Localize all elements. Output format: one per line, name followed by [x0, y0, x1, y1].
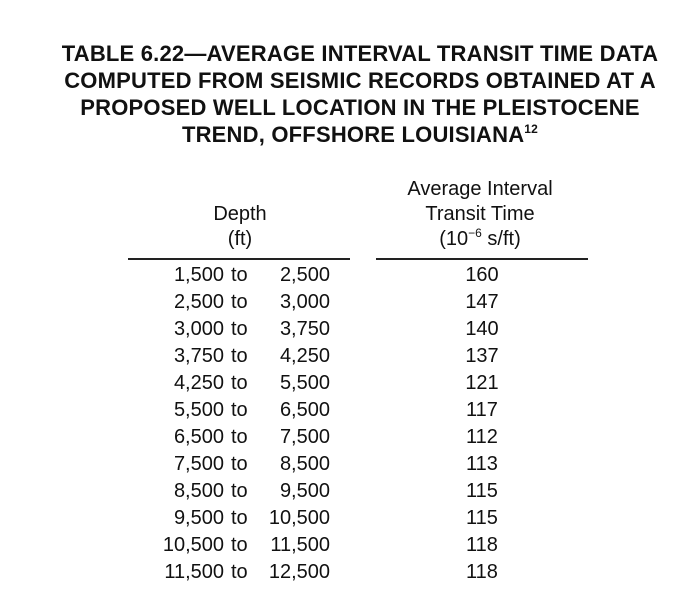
depth-to-word: to — [231, 318, 248, 340]
title-line-3: PROPOSED WELL LOCATION IN THE PLEISTOCENE — [80, 95, 640, 120]
table-row — [0, 478, 700, 505]
table-row — [0, 262, 700, 289]
transit-header-unit — [370, 227, 590, 252]
depth-end-cell: 3,750 — [279, 318, 330, 340]
depth-end-cell: 3,000 — [279, 291, 330, 313]
table-row — [0, 424, 700, 451]
depth-end-cell: 10,500 — [268, 507, 330, 529]
depth-from-cell: 2,500 — [173, 291, 224, 313]
depth-end-cell: 8,500 — [279, 453, 330, 475]
depth-to-word: to — [231, 507, 248, 529]
depth-end-cell: 11,500 — [270, 534, 330, 556]
depth-end-cell: 6,500 — [279, 399, 330, 421]
column-header-transit-time — [370, 177, 590, 252]
depth-to-word: to — [231, 561, 248, 583]
transit-time-cell: 160 — [465, 264, 499, 286]
transit-time-cell: 113 — [466, 453, 498, 475]
header-rule-transit-time — [376, 258, 588, 260]
depth-from-cell: 6,500 — [173, 426, 224, 448]
depth-from-cell: 9,500 — [173, 507, 224, 529]
reference-number: 12 — [524, 122, 539, 136]
table-row — [0, 451, 700, 478]
depth-to-word: to — [231, 291, 248, 313]
depth-to-word: to — [231, 426, 248, 448]
header-rule-depth — [128, 258, 350, 260]
title-line-1: TABLE 6.22—AVERAGE INTERVAL TRANSIT TIME DATA — [61, 41, 659, 66]
depth-to-word: to — [231, 399, 248, 421]
depth-from-cell: 4,250 — [173, 372, 224, 394]
depth-from-cell: 1,500 — [173, 264, 224, 286]
depth-end-cell: 9,500 — [279, 480, 330, 502]
transit-time-cell: 147 — [465, 291, 499, 313]
depth-to-word: to — [231, 480, 248, 502]
transit-header-line-2: Transit Time — [425, 203, 535, 225]
depth-to-word: to — [231, 372, 248, 394]
transit-time-cell: 118 — [466, 534, 498, 556]
transit-unit-exponent: −6 — [468, 226, 482, 240]
title-line-2: COMPUTED FROM SEISMIC RECORDS OBTAINED AT A — [64, 68, 656, 93]
depth-header-label: Depth — [213, 203, 267, 225]
table-row — [0, 343, 700, 370]
depth-end-cell: 2,500 — [279, 264, 330, 286]
table-row — [0, 289, 700, 316]
title-line-4-text: TREND, OFFSHORE LOUISIANA — [181, 122, 525, 147]
depth-from-cell: 3,000 — [173, 318, 224, 340]
depth-from-cell: 10,500 — [162, 534, 224, 556]
transit-header-line-1: Average Interval — [407, 178, 553, 200]
column-header-depth — [130, 202, 350, 252]
transit-time-cell: 118 — [466, 561, 498, 583]
title-line-4 — [20, 121, 700, 148]
table-row — [0, 370, 700, 397]
transit-unit-suffix: s/ft) — [481, 228, 521, 250]
table-row — [0, 505, 700, 532]
depth-end-cell: 7,500 — [279, 426, 330, 448]
depth-to-word: to — [231, 453, 248, 475]
depth-header-unit: (ft) — [227, 228, 253, 250]
table-row — [0, 532, 700, 559]
transit-time-cell: 115 — [466, 480, 498, 502]
depth-end-cell: 5,500 — [279, 372, 330, 394]
table-row — [0, 316, 700, 343]
depth-end-cell: 12,500 — [268, 561, 330, 583]
depth-from-cell: 3,750 — [173, 345, 224, 367]
depth-to-word: to — [231, 345, 248, 367]
table-title — [20, 40, 700, 148]
transit-time-cell: 115 — [466, 507, 498, 529]
depth-from-cell: 5,500 — [173, 399, 224, 421]
depth-to-word: to — [231, 264, 248, 286]
depth-end-cell: 4,250 — [279, 345, 330, 367]
table-row — [0, 559, 700, 586]
transit-time-cell: 117 — [466, 399, 498, 421]
depth-from-cell: 11,500 — [164, 561, 224, 583]
transit-time-cell: 112 — [466, 426, 498, 448]
transit-time-cell: 140 — [465, 318, 499, 340]
depth-from-cell: 8,500 — [173, 480, 224, 502]
transit-time-cell: 121 — [465, 372, 499, 394]
transit-unit-prefix: (10 — [439, 228, 469, 250]
table-body — [0, 262, 700, 586]
transit-time-cell: 137 — [465, 345, 499, 367]
depth-to-word: to — [231, 534, 248, 556]
table-row — [0, 397, 700, 424]
depth-from-cell: 7,500 — [173, 453, 224, 475]
